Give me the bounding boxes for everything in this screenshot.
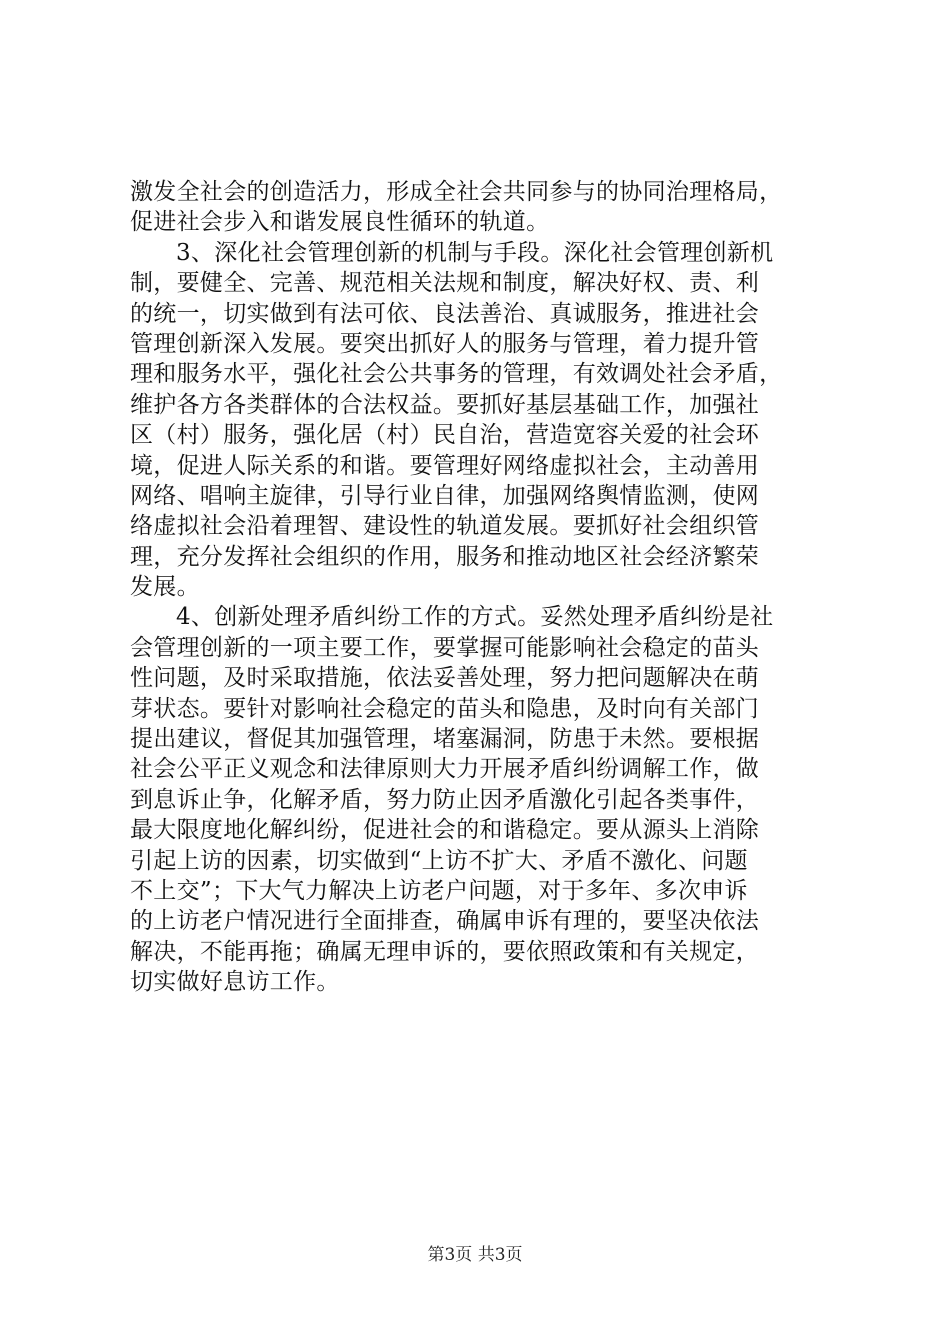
text-line: 切实做好息访工作。	[130, 969, 340, 996]
text-line: 管理创新深入发展。要突出抓好人的服务与管理，着力提升管	[130, 330, 760, 357]
text-line: 理和服务水平，强化社会公共事务的管理，有效调处社会矛盾，	[130, 361, 783, 388]
text-line: 性问题，及时采取措施，依法妥善处理，努力把问题解决在萌	[130, 665, 760, 692]
text-line: 激发全社会的创造活力，形成全社会共同参与的协同治理格局，	[130, 179, 783, 205]
paragraph-4-start: 4、创新处理矛盾纠纷工作的方式。妥然处理矛盾纠纷是社	[176, 604, 774, 631]
text-line: 发展。	[130, 574, 200, 601]
text-line: 制，要健全、完善、规范相关法规和制度，解决好权、责、利	[130, 270, 760, 297]
text-line: 境，促进人际关系的和谐。要管理好网络虚拟社会，主动善用	[130, 452, 760, 479]
paragraph-3-start: 3、深化社会管理创新的机制与手段。深化社会管理创新机	[176, 239, 774, 266]
page-number-footer: 第3页 共3页	[427, 1245, 523, 1265]
text-line: 会管理创新的一项主要工作，要掌握可能影响社会稳定的苗头	[130, 634, 760, 661]
text-line: 社会公平正义观念和法律原则大力开展矛盾纠纷调解工作，做	[130, 756, 760, 783]
text-line: 维护各方各类群体的合法权益。要抓好基层基础工作，加强社	[130, 391, 760, 418]
text-line: 络虚拟社会沿着理智、建设性的轨道发展。要抓好社会组织管	[130, 513, 760, 540]
text-line: 提出建议，督促其加强管理，堵塞漏洞，防患于未然。要根据	[130, 726, 760, 753]
text-line: 区（村）服务，强化居（村）民自治，营造宽容关爱的社会环	[130, 422, 760, 449]
text-line: 最大限度地化解纠纷，促进社会的和谐稳定。要从源头上消除	[130, 817, 760, 844]
text-line: 理，充分发挥社会组织的作用，服务和推动地区社会经济繁荣	[130, 543, 760, 570]
text-line: 到息诉止争，化解矛盾，努力防止因矛盾激化引起各类事件，	[130, 786, 760, 813]
text-line: 的上访老户情况进行全面排查，确属申诉有理的，要坚决依法	[130, 908, 760, 935]
text-line: 解决，不能再拖；确属无理申诉的，要依照政策和有关规定，	[130, 938, 760, 965]
text-line: 不上交”；下大气力解决上访老户问题，对于多年、多次申诉	[130, 877, 748, 904]
text-line: 的统一，切实做到有法可依、良法善治、真诚服务，推进社会	[130, 300, 760, 327]
text-line: 引起上访的因素，切实做到“上访不扩大、矛盾不激化、问题	[130, 847, 748, 874]
text-line: 促进社会步入和谐发展良性循环的轨道。	[130, 209, 550, 236]
text-line: 芽状态。要针对影响社会稳定的苗头和隐患，及时向有关部门	[130, 695, 760, 722]
text-line: 网络、唱响主旋律，引导行业自律，加强网络舆情监测，使网	[130, 482, 760, 509]
body-text	[130, 177, 830, 998]
